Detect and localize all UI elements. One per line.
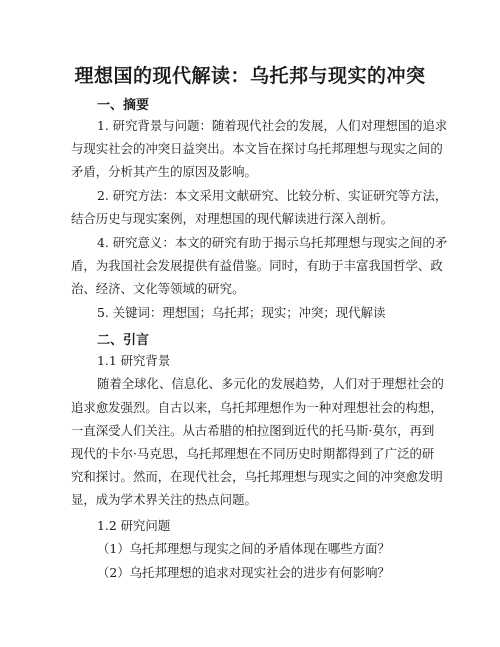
- paragraph-line: 显，成为学术界关注的热点问题。: [71, 492, 257, 507]
- paragraph-line: 现代的卡尔·马克思，乌托邦理想在不同历史时期都得到了广泛的研: [71, 446, 435, 461]
- paragraph-line: 矛盾，分析其产生的原因及影响。: [71, 164, 257, 179]
- paragraph-line: 追求愈发强烈。自古以来，乌托邦理想作为一种对理想社会的构想，: [71, 400, 443, 415]
- section-heading-intro: 二、引言: [97, 333, 150, 348]
- paragraph-line: 1. 研究背景与问题：随着现代社会的发展，人们对理想国的追求: [97, 118, 448, 133]
- question-item: （1）乌托邦理想与现实之间的矛盾体现在哪些方面？: [97, 541, 390, 556]
- paragraph-line: 治、经济、文化等领域的研究。: [71, 281, 245, 296]
- paragraph-line: 与现实社会的冲突日益突出。本文旨在探讨乌托邦理想与现实之间的: [71, 141, 443, 156]
- paragraph-line: 随着全球化、信息化、多元化的发展趋势，人们对于理想社会的: [97, 376, 444, 391]
- subheading-background: 1.1 研究背景: [97, 353, 171, 368]
- paragraph-line: 4. 研究意义：本文的研究有助于揭示乌托邦理想与现实之间的矛: [97, 235, 448, 250]
- section-heading-abstract: 一、摘要: [97, 98, 150, 113]
- subheading-questions: 1.2 研究问题: [97, 518, 171, 533]
- paragraph-line: 结合历史与现实案例，对理想国的现代解读进行深入剖析。: [71, 211, 394, 226]
- paragraph-line: 一直深受人们关注。从古希腊的柏拉图到近代的托马斯·莫尔，再到: [71, 423, 435, 438]
- paragraph-line: 2. 研究方法：本文采用文献研究、比较分析、实证研究等方法，: [97, 188, 448, 203]
- paragraph-line: 盾，为我国社会发展提供有益借鉴。同时，有助于丰富我国哲学、政: [71, 258, 443, 273]
- page-title: 理想国的现代解读：乌托邦与现实的冲突: [74, 65, 426, 87]
- question-item: （2）乌托邦理想的追求对现实社会的进步有何影响？: [97, 565, 390, 580]
- paragraph-line: 究和探讨。然而，在现代社会，乌托邦理想与现实之间的冲突愈发明: [71, 469, 443, 484]
- keywords-line: 5. 关键词：理想国；乌托邦；现实；冲突；现代解读: [97, 305, 386, 320]
